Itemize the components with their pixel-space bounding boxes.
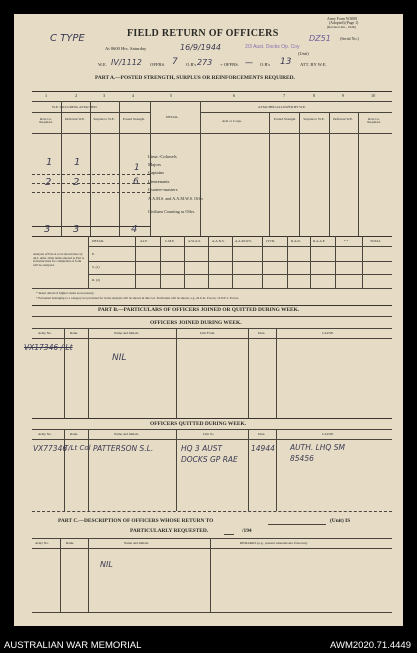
quitted-rank-hand: T/Lt Col	[64, 444, 91, 452]
part-c-unit-label: (Unit) IS	[330, 518, 351, 524]
footer-accession-number: AWM2020.71.4449	[330, 640, 411, 651]
col-number-4: 4	[132, 93, 135, 98]
joined-col-date: Date.	[258, 331, 266, 335]
offrs-handwritten: 7	[172, 57, 178, 67]
revised-note: (Revised Jan., 1946)	[327, 25, 356, 29]
rank-quartermasters: Quarter-masters	[148, 187, 178, 192]
rank-lieut-colonels: Lieut.-Colonels	[148, 154, 177, 159]
plus-offrs-label: + OFFRS.	[220, 62, 239, 67]
total-deficient-hand: 3	[73, 224, 80, 235]
part-c-nil-hand: NIL	[100, 560, 113, 569]
col-number-6: 6	[233, 93, 236, 98]
analysis-col-detail: DETAIL	[92, 239, 104, 243]
plus-offrs-handwritten: —	[245, 58, 253, 67]
rank-aams: A.A.M.S. and A.A.M.W.S. Offrs	[148, 196, 203, 201]
col-number-10: 10	[371, 93, 376, 98]
analysis-col-awas: A.W.A.S.	[188, 239, 202, 243]
analysis-row-e: E.	[92, 252, 95, 256]
joined-title: OFFICERS JOINED DURING WEEK.	[150, 320, 242, 326]
unit-stamp: 2/3 Aust. Docks Op. Coy	[245, 44, 300, 50]
analysis-row-r: R. (2)	[92, 278, 100, 282]
joined-col-army-no: Army No.	[38, 331, 52, 335]
footnote-categories: * Personnel belonging to a category not provided for in the analysis will be shown in this Col. Particulars will be shown, e.g. 26 U.K. Forces; 16 N.E.I. Forces.	[36, 296, 239, 300]
analysis-col-raaf: R.A.A.F.	[313, 239, 326, 243]
att-label: ATT. BY W.E.	[300, 62, 327, 67]
rank-lieutenants: Lieutenants	[148, 179, 170, 184]
part-b-title: PART B.—PARTICULARS OF OFFICERS JOINED OR QUITTED DURING WEEK.	[98, 307, 300, 313]
adopted-note: (Adopted) (Page 1)	[329, 21, 359, 25]
date-handwritten: 16/9/1944	[180, 43, 222, 52]
analysis-note: Analysis of Part A to be shown here by ALL units. Only items entered to Part A in instructions for completion of form will be analysed.	[33, 252, 84, 268]
col-number-8: 8	[313, 93, 316, 98]
quitted-title: OFFICERS QUITTED DURING WEEK.	[150, 421, 247, 427]
serial-label: (Serial No.)	[340, 36, 359, 41]
total-posted-hand: 4	[131, 224, 138, 235]
form-title: FIELD RETURN OF OFFICERS	[127, 28, 279, 39]
header-right-surplus: Surplus to W.E.	[303, 117, 325, 121]
joined-nil-hand: NIL	[112, 353, 127, 363]
part-c-col-rank: Rank.	[66, 541, 75, 545]
analysis-col-aans: A.A.N.S.	[212, 239, 225, 243]
type-note-handwritten: C TYPE	[50, 33, 85, 44]
header-posted-strength: Posted Strength.	[122, 117, 146, 121]
rank-civilians: Civilians Counting as Offrs.	[148, 209, 196, 214]
header-right-deficient: Deficient W.E.	[332, 117, 354, 121]
captains-required-hand: 1	[46, 157, 53, 168]
col-number-3: 3	[103, 93, 106, 98]
we-label: W.E.	[98, 62, 108, 67]
unit-label: (Unit)	[298, 51, 309, 56]
header-right-posted: Posted Strength.	[273, 117, 297, 121]
ors-label: O.R's	[186, 62, 197, 67]
attached-allowed-header: ATTACHED ALLOWED BY W.E.	[258, 105, 306, 109]
rank-majors: Majors	[148, 162, 162, 167]
part-c-col-army-no: Army No.	[35, 541, 49, 545]
analysis-col-aamws: A.A.M.W.S.	[235, 239, 252, 243]
part-a-top-rule	[32, 91, 392, 92]
at-hours-text: At 0600 Hrs. Saturday	[105, 46, 147, 51]
quitted-col-rank: Rank.	[70, 432, 79, 436]
header-deficient: Deficient W.E.	[64, 117, 86, 121]
quitted-col-unit: Unit To.	[203, 432, 215, 436]
analysis-col-cmf: C.M.F.	[165, 239, 175, 243]
header-detail: DETAIL.	[166, 115, 179, 119]
analysis-col-aif: A.I.F.	[140, 239, 148, 243]
header-role-required: Role Co. Required.	[39, 117, 53, 125]
col-number-7: 7	[283, 93, 286, 98]
joined-struck-entry: VX17346 / Lt	[24, 343, 73, 352]
part-c-col-remarks: REMARKS (e.g., present whereabouts if known).	[240, 541, 308, 545]
captains-posted-hand: 1	[134, 163, 140, 173]
we-handwritten: IV/1112	[111, 58, 142, 67]
quitted-unit-hand: HQ 3 AUST DOCKS GP RAE	[181, 444, 238, 464]
offrs-label: OFFRS.	[150, 62, 166, 67]
joined-col-unit: Unit From.	[200, 331, 216, 335]
serial-number-handwritten: DZ51	[309, 34, 331, 43]
col-number-2: 2	[75, 93, 78, 98]
analysis-col-other: * *	[344, 239, 349, 243]
quitted-army-no-hand: VX77346	[33, 444, 68, 453]
lieutenants-required-hand: 2	[45, 177, 52, 188]
quitted-name-hand: PATTERSON S.L.	[93, 444, 154, 453]
joined-col-name: Name and Initials.	[114, 331, 139, 335]
part-c-subtitle: PARTICULARLY REQUESTED.	[130, 528, 209, 534]
part-a-title: PART A.—POSTED STRENGTH, SURPLUS OR REINFORCEMENTS REQUIRED.	[95, 75, 295, 81]
analysis-col-ran: R.A.N.	[291, 239, 301, 243]
col-number-1: 1	[45, 93, 48, 98]
joined-col-rank: Rank.	[70, 331, 79, 335]
joined-col-cause: CAUSE.	[322, 331, 334, 335]
ors-handwritten: 273	[197, 58, 213, 67]
quitted-col-date: Date.	[258, 432, 266, 436]
total-required-hand: 3	[44, 224, 51, 235]
quitted-date-hand: 14944	[251, 444, 275, 453]
ors2-label: O.R's	[260, 62, 271, 67]
captains-deficient-hand: 1	[74, 157, 81, 168]
analysis-row-s: S. (1)	[92, 265, 100, 269]
part-c-title: PART C.—DESCRIPTION OF OFFICERS WHOSE RETURN TO	[58, 518, 214, 524]
col-number-9: 9	[342, 93, 345, 98]
footer-institution: AUSTRALIAN WAR MEMORIAL	[4, 640, 142, 651]
part-c-year: /194	[242, 528, 252, 534]
quitted-col-army-no: Army No.	[38, 432, 52, 436]
header-surplus: Surplus to W.E.	[93, 117, 115, 121]
quitted-col-cause: CAUSE.	[322, 432, 334, 436]
quitted-cause-hand: AUTH. LHQ SM 85456	[290, 443, 345, 464]
army-form-number: Army Form W3008	[327, 17, 358, 21]
lieutenants-posted-hand: 6	[133, 177, 139, 187]
part-c-col-name: Name and Initials.	[124, 541, 149, 545]
analysis-col-civil: CIVIL	[266, 239, 276, 243]
analysis-col-total: TOTAL	[370, 239, 381, 243]
quitted-col-name: Name and Initials.	[114, 432, 139, 436]
header-arm-corps: Arm or Corps.	[222, 119, 242, 123]
ors2-handwritten: 13	[280, 57, 292, 67]
header-right-role: Role Co. Required.	[367, 117, 381, 125]
lieutenants-deficient-hand: 2	[73, 177, 80, 188]
footnote-higher-ranks: * Insert detail of higher ranks as necessary.	[36, 291, 95, 295]
col-number-5: 5	[170, 93, 173, 98]
rank-captains: Captains	[148, 170, 165, 175]
we-including-attached-header: W.E. INCLUDING ATTACHED.	[52, 105, 98, 109]
